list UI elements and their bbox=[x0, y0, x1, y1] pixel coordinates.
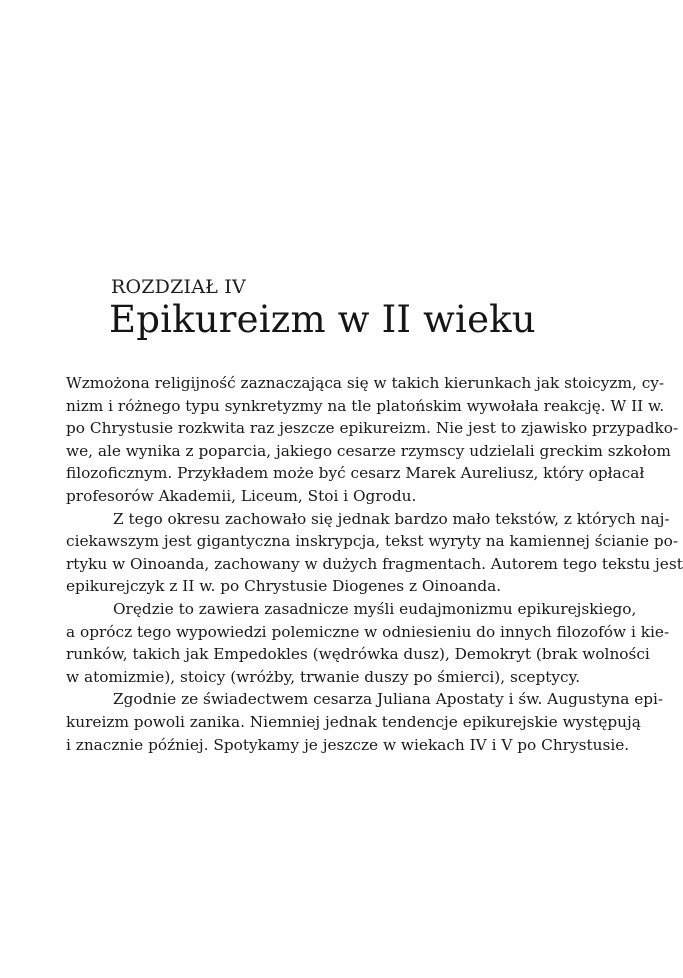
text-line: a oprócz tego wypowiedzi polemiczne w odniesieniu do innych filozofów i kie- bbox=[66, 622, 670, 641]
text-line: rtyku w Oinoanda, zachowany w dużych fragmentach. Autorem tego tekstu jest bbox=[66, 554, 683, 573]
text-line: i znacznie później. Spotykamy je jeszcze w wiekach IV i V po Chrystusie. bbox=[66, 735, 630, 754]
text-line: filozoficznym. Przykładem może być cesarz Marek Aureliusz, który opłacał bbox=[66, 464, 645, 483]
text-line: Orędzie to zawiera zasadnicze myśli eudajmonizmu epikurejskiego, bbox=[113, 599, 637, 618]
body-text bbox=[66, 372, 683, 756]
text-line: po Chrystusie rozkwita raz jeszcze epikureizm. Nie jest to zjawisko przypadko- bbox=[66, 419, 679, 438]
text-line: Zgodnie ze świadectwem cesarza Juliana Apostaty i św. Augustyna epi- bbox=[113, 690, 664, 709]
text-line: we, ale wynika z poparcia, jakiego cesarze rzymscy udzielali greckim szkołom bbox=[66, 441, 671, 460]
text-line: ciekawszym jest gigantyczna inskrypcja, tekst wyryty na kamiennej ścianie po- bbox=[66, 532, 678, 551]
chapter-label: ROZDZIAŁ IV bbox=[111, 276, 246, 298]
text-line: epikurejczyk z II w. po Chrystusie Diogenes z Oinoanda. bbox=[66, 577, 502, 596]
text-line: Z tego okresu zachowało się jednak bardzo mało tekstów, z których naj- bbox=[113, 509, 670, 528]
text-line: kureizm powoli zanika. Niemniej jednak tendencje epikurejskie występują bbox=[66, 712, 641, 731]
chapter-title: Epikureizm w II wieku bbox=[109, 298, 536, 341]
text-line: Wzmożona religijność zaznaczająca się w takich kierunkach jak stoicyzm, cy- bbox=[66, 374, 665, 392]
text-line: profesorów Akademii, Liceum, Stoi i Ogrodu. bbox=[66, 486, 417, 505]
text-line: runków, takich jak Empedokles (wędrówka dusz), Demokryt (brak wolności bbox=[66, 645, 650, 664]
text-line: nizm i różnego typu synkretyzmy na tle platońskim wywołała reakcję. W II w. bbox=[66, 396, 665, 415]
text-line: w atomizmie), stoicy (wróżby, trwanie duszy po śmierci), sceptycy. bbox=[66, 667, 581, 686]
